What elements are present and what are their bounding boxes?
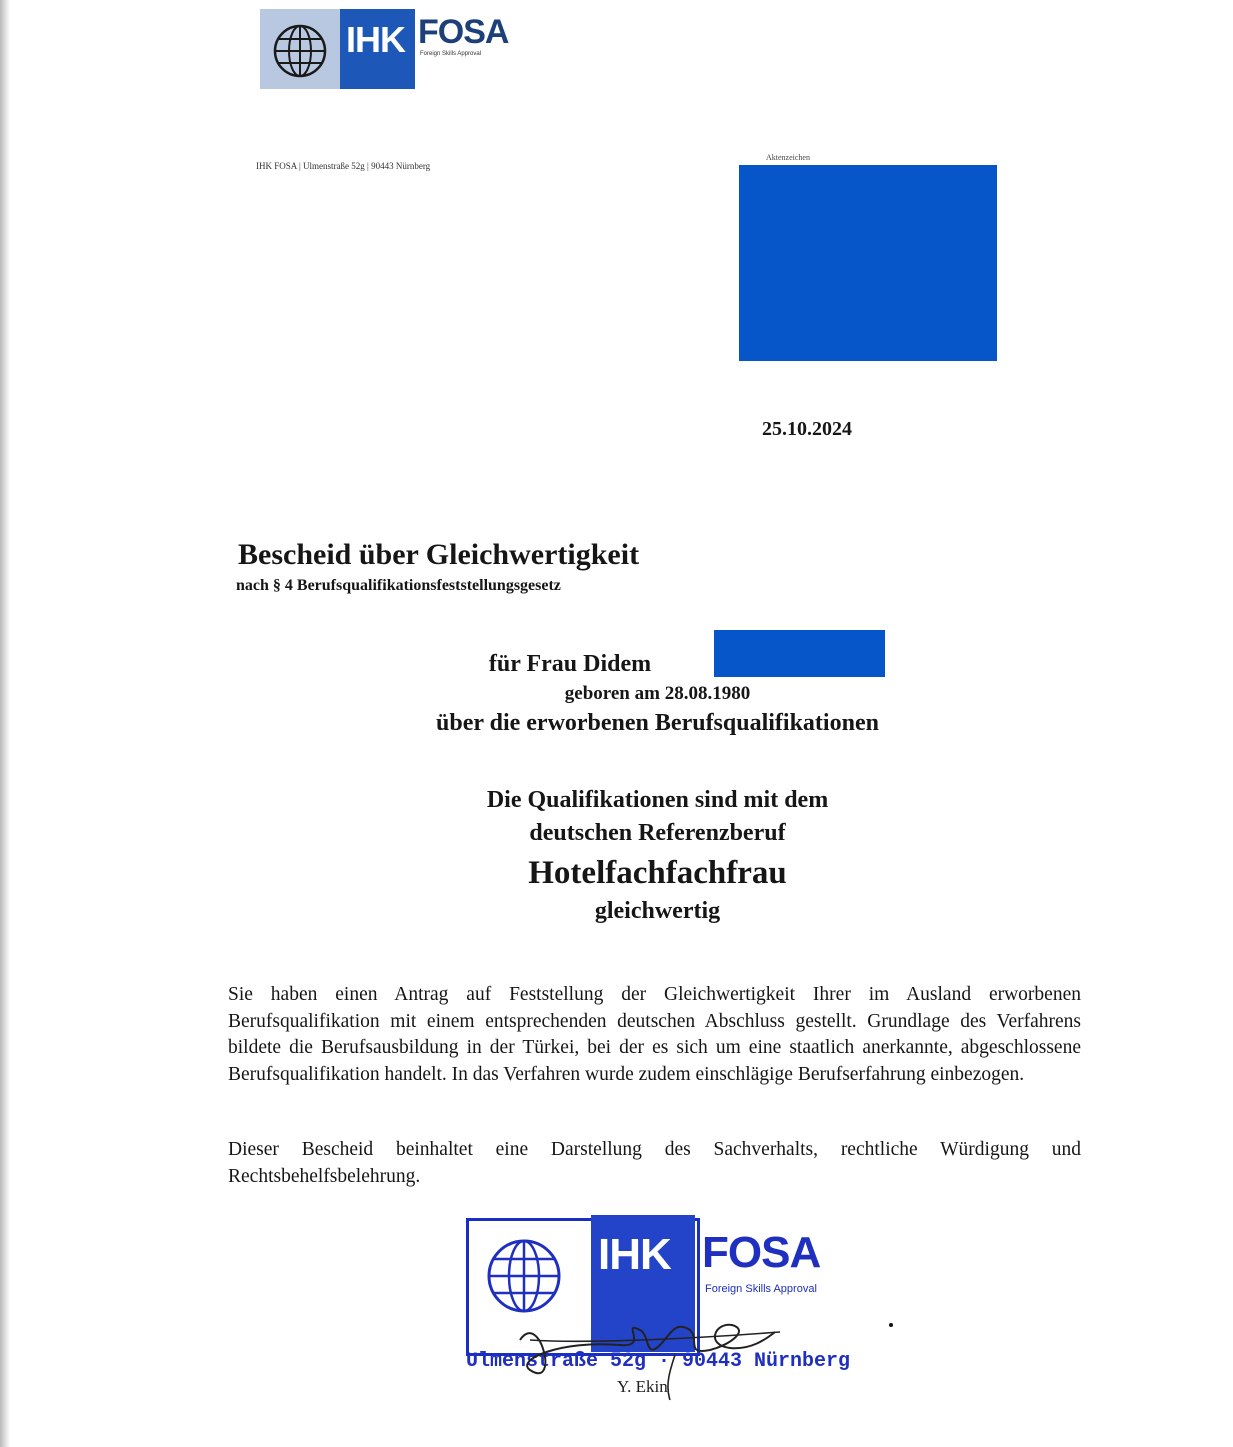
- body-paragraph-2: Dieser Bescheid beinhaltet eine Darstellung des Sachverhalts, rechtliche Würdigung und Rechtsbehelfsbelehrung.: [228, 1139, 1081, 1187]
- logo-ihk-text: IHK: [346, 19, 405, 60]
- recipient-line: [0, 651, 1233, 678]
- document-title: Bescheid über Gleichwertigkeit: [238, 538, 640, 571]
- redaction-reference-block: [739, 165, 997, 361]
- ink-dot: [889, 1323, 893, 1327]
- body-paragraph-1: Sie haben einen Antrag auf Feststellung der Gleichwertigkeit Ihrer im Ausland erworbenen Berufsqualifikation mit einem entsprechenden deutschen Abschluss gestellt. Grundlage des Verfahrens bildete die Berufsausbildung in der Türkei, bei der es sich um eine staatlich anerkannte, abgeschlossene Berufsqualifikation handelt. In das Verfahren wurde zudem einschlägige Berufserfahrung einbezogen.: [228, 984, 1081, 1085]
- stamp-address: Ulmenstraße 52g · 90443 Nürnberg: [466, 1350, 851, 1373]
- reference-label: Aktenzeichen: [766, 153, 810, 162]
- globe-icon: [272, 23, 328, 79]
- reference-profession: Hotelfachfachfrau: [528, 855, 787, 891]
- stamp-subtitle: Foreign Skills Approval: [705, 1283, 817, 1295]
- signer-name: Y. Ekin: [617, 1377, 668, 1396]
- redaction-surname: [714, 630, 885, 677]
- decision-line-1: Die Qualifikationen sind mit dem: [486, 787, 829, 813]
- stamp-ihk-text: IHK: [598, 1230, 671, 1279]
- ihk-fosa-logo: [260, 9, 510, 89]
- decision-line-2: deutschen Referenzberuf: [529, 820, 786, 846]
- document-date: 25.10.2024: [762, 418, 852, 440]
- recipient-text: für Frau Didem: [488, 651, 652, 677]
- qualification-line: über die erworbenen Berufsqualifikationen: [436, 710, 879, 736]
- document-subtitle: nach § 4 Berufsqualifikationsfeststellungsgesetz: [236, 577, 561, 594]
- sender-address: IHK FOSA | Ulmenstraße 52g | 90443 Nürnberg: [256, 161, 431, 171]
- logo-subtitle: Foreign Skills Approval: [420, 51, 482, 57]
- decision-result: gleichwertig: [594, 898, 721, 924]
- logo-fosa-text: FOSA: [418, 13, 509, 51]
- birth-date-line: geboren am 28.08.1980: [564, 683, 751, 704]
- stamp-fosa-text: FOSA: [702, 1228, 821, 1277]
